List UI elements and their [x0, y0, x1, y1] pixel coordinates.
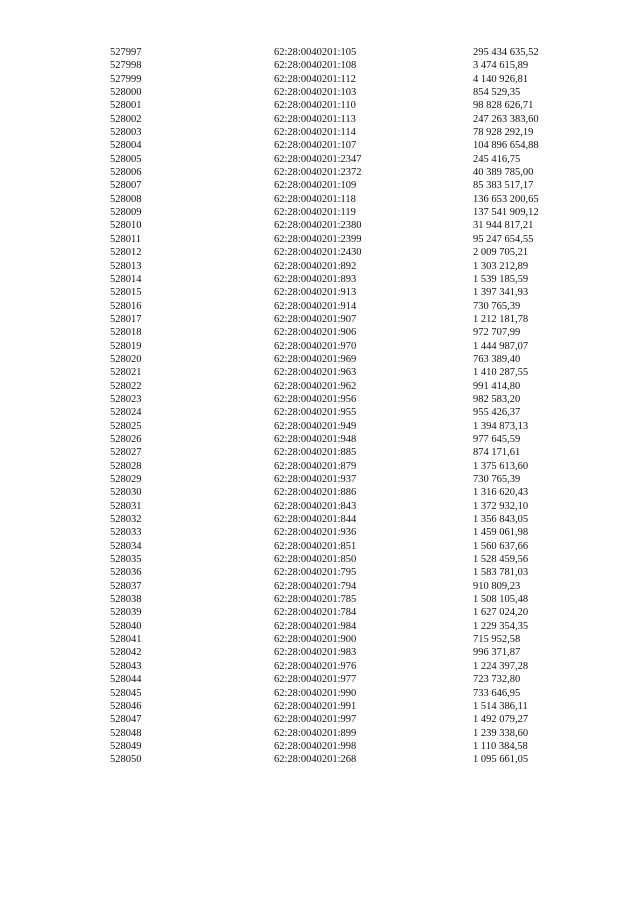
table-row [110, 633, 570, 646]
row-number-cell: 528000 [110, 87, 142, 99]
row-number-cell: 527998 [110, 60, 142, 72]
cadastral-number-cell: 62:28:0040201:118 [274, 193, 356, 205]
row-number-cell: 528042 [110, 647, 142, 659]
cadastral-number-cell: 62:28:0040201:949 [274, 420, 357, 432]
cadastral-number-cell: 62:28:0040201:844 [274, 514, 357, 526]
cadastral-value-cell: 4 140 926,81 [473, 73, 529, 85]
table-row [110, 393, 570, 406]
row-number-cell: 528008 [110, 193, 142, 205]
cadastral-number-cell: 62:28:0040201:997 [274, 714, 357, 726]
row-number-cell: 528004 [110, 140, 142, 152]
table-row [110, 219, 570, 232]
cadastral-value-cell: 1 444 987,07 [473, 340, 529, 352]
cadastral-value-cell: 95 247 654,55 [473, 233, 534, 245]
table-row [110, 433, 570, 446]
cadastral-value-cell: 104 896 654,88 [473, 140, 539, 152]
row-number-cell: 528011 [110, 233, 142, 245]
cadastral-number-cell: 62:28:0040201:984 [274, 620, 357, 632]
row-number-cell: 528021 [110, 367, 142, 379]
row-number-cell: 528029 [110, 474, 142, 485]
cadastral-value-cell: 715 952,58 [473, 634, 521, 646]
table-row [110, 620, 570, 633]
table-row [110, 59, 570, 72]
cadastral-number-cell: 62:28:0040201:2347 [274, 153, 362, 165]
cadastral-value-cell: 1 372 932,10 [473, 500, 529, 512]
row-number-cell: 528017 [110, 313, 142, 325]
cadastral-number-cell: 62:28:0040201:784 [274, 607, 357, 619]
cadastral-number-cell: 62:28:0040201:906 [274, 327, 357, 339]
row-number-cell: 528006 [110, 167, 142, 179]
cadastral-number-cell: 62:28:0040201:785 [274, 594, 357, 606]
cadastral-value-cell: 874 171,61 [473, 447, 521, 459]
row-number-cell: 528031 [110, 500, 142, 512]
table-row [110, 500, 570, 513]
row-number-cell: 528016 [110, 300, 142, 312]
row-number-cell: 528039 [110, 607, 142, 619]
table-row [110, 153, 570, 166]
row-number-cell: 528043 [110, 660, 142, 672]
row-number-cell: 528036 [110, 567, 142, 579]
cadastral-number-cell: 62:28:0040201:2372 [274, 167, 362, 179]
table-row [110, 646, 570, 659]
table-row [110, 260, 570, 273]
table-row [110, 113, 570, 126]
row-number-cell: 528010 [110, 220, 142, 232]
cadastral-value-cell: 977 645,59 [473, 433, 521, 445]
row-number-cell: 528009 [110, 207, 142, 219]
table-row [110, 406, 570, 419]
table-row [110, 420, 570, 433]
cadastral-number-cell: 62:28:0040201:850 [274, 554, 357, 566]
cadastral-number-cell: 62:28:0040201:977 [274, 674, 357, 686]
cadastral-value-cell: 2 009 705,21 [473, 247, 529, 259]
table-row [110, 540, 570, 553]
cadastral-number-cell: 62:28:0040201:110 [274, 100, 356, 112]
table-row [110, 593, 570, 606]
table-row [110, 753, 570, 766]
cadastral-value-cell: 247 263 383,60 [473, 113, 539, 125]
row-number-cell: 528034 [110, 540, 142, 552]
cadastral-number-cell: 62:28:0040201:936 [274, 527, 357, 539]
row-number-cell: 528001 [110, 100, 142, 112]
cadastral-value-cell: 1 508 105,48 [473, 594, 529, 606]
row-number-cell: 528023 [110, 393, 142, 405]
cadastral-number-cell: 62:28:0040201:114 [274, 127, 356, 139]
row-number-cell: 528035 [110, 554, 142, 566]
table-row [110, 326, 570, 339]
table-row [110, 273, 570, 286]
cadastral-value-cell: 972 707,99 [473, 327, 521, 339]
cadastral-value-cell: 1 229 354,35 [473, 620, 529, 632]
row-number-cell: 528005 [110, 153, 142, 165]
cadastral-number-cell: 62:28:0040201:913 [274, 287, 357, 299]
table-row [110, 486, 570, 499]
cadastral-number-cell: 62:28:0040201:2380 [274, 220, 362, 232]
table-row [110, 300, 570, 313]
cadastral-number-cell: 62:28:0040201:914 [274, 300, 357, 312]
cadastral-number-cell: 62:28:0040201:893 [274, 273, 357, 285]
cadastral-number-cell: 62:28:0040201:103 [274, 87, 357, 99]
row-number-cell: 528025 [110, 420, 142, 432]
table-row [110, 233, 570, 246]
cadastral-value-cell: 3 474 615,89 [473, 60, 529, 72]
table-row [110, 246, 570, 259]
cadastral-number-cell: 62:28:0040201:843 [274, 500, 357, 512]
cadastral-number-cell: 62:28:0040201:962 [274, 380, 357, 392]
row-number-cell: 528026 [110, 433, 142, 445]
cadastral-number-cell: 62:28:0040201:900 [274, 634, 357, 646]
table-row [110, 553, 570, 566]
cadastral-number-cell: 62:28:0040201:108 [274, 60, 357, 72]
cadastral-value-cell: 1 316 620,43 [473, 487, 529, 499]
cadastral-number-cell: 62:28:0040201:113 [274, 113, 356, 125]
row-number-cell: 528046 [110, 700, 142, 712]
cadastral-value-cell: 137 541 909,12 [473, 207, 539, 219]
table-row [110, 740, 570, 753]
cadastral-value-cell: 245 416,75 [473, 153, 521, 165]
cadastral-number-cell: 62:28:0040201:955 [274, 407, 357, 419]
cadastral-number-cell: 62:28:0040201:970 [274, 340, 357, 352]
row-number-cell: 528020 [110, 353, 142, 365]
cadastral-number-cell: 62:28:0040201:885 [274, 447, 357, 459]
row-number-cell: 528040 [110, 620, 142, 632]
cadastral-number-cell: 62:28:0040201:268 [274, 754, 357, 766]
cadastral-value-cell: 78 928 292,19 [473, 127, 534, 139]
row-number-cell: 528012 [110, 247, 142, 259]
row-number-cell: 528022 [110, 380, 142, 392]
row-number-cell: 528015 [110, 287, 142, 299]
cadastral-value-cell: 1 397 341,93 [473, 287, 529, 299]
table-row [110, 139, 570, 152]
row-number-cell: 528045 [110, 687, 142, 699]
table-row [110, 606, 570, 619]
row-number-cell: 528019 [110, 340, 142, 352]
row-number-cell: 528038 [110, 594, 142, 606]
cadastral-value-cell: 1 514 386,11 [473, 700, 528, 712]
cadastral-number-cell: 62:28:0040201:892 [274, 260, 357, 272]
row-number-cell: 528028 [110, 460, 142, 472]
cadastral-value-cell: 1 110 384,58 [473, 740, 528, 752]
row-number-cell: 528041 [110, 634, 142, 646]
table-row [110, 73, 570, 86]
cadastral-value-cell: 1 410 287,55 [473, 367, 529, 379]
cadastral-number-cell: 62:28:0040201:948 [274, 433, 357, 445]
table-row [110, 166, 570, 179]
row-number-cell: 528049 [110, 740, 142, 752]
table-row [110, 460, 570, 473]
cadastral-value-cell: 910 809,23 [473, 580, 521, 592]
cadastral-number-cell: 62:28:0040201:112 [274, 73, 356, 85]
table-row [110, 700, 570, 713]
table-row [110, 473, 570, 486]
cadastral-number-cell: 62:28:0040201:969 [274, 353, 357, 365]
table-row [110, 179, 570, 192]
row-number-cell: 528032 [110, 514, 142, 526]
table-row [110, 660, 570, 673]
row-number-cell: 528018 [110, 327, 142, 339]
table-row [110, 126, 570, 139]
table-row [110, 526, 570, 539]
cadastral-number-cell: 62:28:0040201:886 [274, 487, 357, 499]
table-row [110, 713, 570, 726]
cadastral-number-cell: 62:28:0040201:998 [274, 740, 357, 752]
cadastral-value-cell: 1 560 637,66 [473, 540, 529, 552]
table-row [110, 353, 570, 366]
cadastral-value-cell: 1 583 781,03 [473, 567, 529, 579]
cadastral-value-cell: 982 583,20 [473, 393, 521, 405]
table-row [110, 313, 570, 326]
row-number-cell: 528014 [110, 273, 142, 285]
cadastral-value-cell: 98 828 626,71 [473, 100, 534, 112]
table-row [110, 366, 570, 379]
cadastral-value-cell: 1 375 613,60 [473, 460, 529, 472]
table-row [110, 580, 570, 593]
cadastral-number-cell: 62:28:0040201:976 [274, 660, 357, 672]
row-number-cell: 528030 [110, 487, 142, 499]
cadastral-value-cell: 295 434 635,52 [473, 47, 539, 58]
cadastral-number-cell: 62:28:0040201:851 [274, 540, 357, 552]
table-row [110, 673, 570, 686]
cadastral-value-cell: 996 371,87 [473, 647, 521, 659]
row-number-cell: 528047 [110, 714, 142, 726]
cadastral-value-cell: 1 627 024,20 [473, 607, 529, 619]
cadastral-number-cell: 62:28:0040201:2399 [274, 233, 362, 245]
row-number-cell: 528037 [110, 580, 142, 592]
cadastral-value-cell: 1 303 212,89 [473, 260, 529, 272]
table-row [110, 446, 570, 459]
cadastral-value-cell: 1 539 185,59 [473, 273, 529, 285]
cadastral-value-cell: 1 459 061,98 [473, 527, 529, 539]
table-row [110, 86, 570, 99]
cadastral-number-cell: 62:28:0040201:107 [274, 140, 357, 152]
row-number-cell: 528033 [110, 527, 142, 539]
cadastral-value-cell: 1 212 181,78 [473, 313, 529, 325]
table-row [110, 340, 570, 353]
table-row [110, 727, 570, 740]
cadastral-value-cell: 991 414,80 [473, 380, 521, 392]
cadastral-value-cell: 1 528 459,56 [473, 554, 529, 566]
table-row [110, 46, 570, 59]
table-row [110, 513, 570, 526]
cadastral-value-cell: 730 765,39 [473, 474, 521, 485]
cadastral-number-cell: 62:28:0040201:794 [274, 580, 357, 592]
table-row [110, 380, 570, 393]
table-row [110, 193, 570, 206]
row-number-cell: 528024 [110, 407, 142, 419]
row-number-cell: 528007 [110, 180, 142, 192]
cadastral-number-cell: 62:28:0040201:879 [274, 460, 357, 472]
row-number-cell: 528013 [110, 260, 142, 272]
cadastral-number-cell: 62:28:0040201:105 [274, 47, 357, 58]
cadastral-number-cell: 62:28:0040201:983 [274, 647, 357, 659]
row-number-cell: 528044 [110, 674, 142, 686]
cadastral-number-cell: 62:28:0040201:937 [274, 474, 357, 485]
cadastral-value-cell: 31 944 817,21 [473, 220, 534, 232]
cadastral-number-cell: 62:28:0040201:119 [274, 207, 356, 219]
cadastral-value-cell: 1 095 661,05 [473, 754, 529, 766]
table-row [110, 206, 570, 219]
row-number-cell: 527997 [110, 47, 142, 58]
cadastral-value-cell: 1 492 079,27 [473, 714, 529, 726]
table-row [110, 99, 570, 112]
cadastral-number-cell: 62:28:0040201:956 [274, 393, 357, 405]
cadastral-value-cell: 1 239 338,60 [473, 727, 529, 739]
row-number-cell: 528003 [110, 127, 142, 139]
cadastral-value-cell: 763 389,40 [473, 353, 521, 365]
cadastral-number-cell: 62:28:0040201:991 [274, 700, 357, 712]
cadastral-value-cell: 854 529,35 [473, 87, 521, 99]
cadastral-value-cell: 136 653 200,65 [473, 193, 539, 205]
cadastral-value-cell: 1 356 843,05 [473, 514, 529, 526]
cadastral-value-cell: 733 646,95 [473, 687, 521, 699]
cadastral-value-cell: 85 383 517,17 [473, 180, 534, 192]
cadastral-value-cell: 1 224 397,28 [473, 660, 529, 672]
cadastral-number-cell: 62:28:0040201:2430 [274, 247, 362, 259]
row-number-cell: 528027 [110, 447, 142, 459]
cadastral-value-cell: 955 426,37 [473, 407, 521, 419]
cadastral-value-cell: 1 394 873,13 [473, 420, 529, 432]
cadastral-value-cell: 40 389 785,00 [473, 167, 534, 179]
row-number-cell: 528048 [110, 727, 142, 739]
cadastral-value-cell: 723 732,80 [473, 674, 521, 686]
row-number-cell: 527999 [110, 73, 142, 85]
cadastral-value-cell: 730 765,39 [473, 300, 521, 312]
cadastral-value-table [110, 46, 570, 767]
table-row [110, 566, 570, 579]
table-row [110, 687, 570, 700]
row-number-cell: 528002 [110, 113, 142, 125]
row-number-cell: 528050 [110, 754, 142, 766]
cadastral-number-cell: 62:28:0040201:795 [274, 567, 357, 579]
cadastral-number-cell: 62:28:0040201:990 [274, 687, 357, 699]
table-row [110, 286, 570, 299]
cadastral-number-cell: 62:28:0040201:899 [274, 727, 357, 739]
cadastral-number-cell: 62:28:0040201:109 [274, 180, 357, 192]
cadastral-number-cell: 62:28:0040201:963 [274, 367, 357, 379]
cadastral-number-cell: 62:28:0040201:907 [274, 313, 357, 325]
